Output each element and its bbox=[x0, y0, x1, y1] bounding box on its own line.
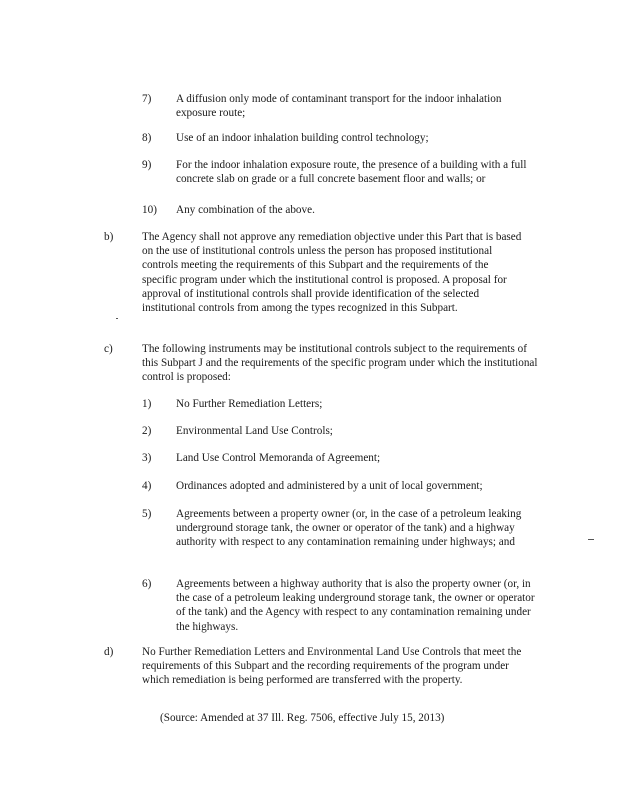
item-text: Ordinances adopted and administered by a unit of local government; bbox=[176, 480, 483, 492]
source-note: (Source: Amended at 37 Ill. Reg. 7506, effective July 15, 2013) bbox=[160, 712, 445, 724]
item-label: 10) bbox=[142, 204, 157, 216]
item-label: 6) bbox=[142, 578, 152, 590]
section-label: d) bbox=[104, 646, 114, 658]
item-label: 8) bbox=[142, 132, 152, 144]
item-label: 3) bbox=[142, 452, 152, 464]
item-label: 7) bbox=[142, 93, 152, 105]
scan-speck bbox=[116, 318, 118, 319]
item-text: Agreements between a highway authority that is also the property owner (or, in the case of a petroleum leaking underground storage tank, the owner or operator of the tank) and the Agency with respect to any contamination remaining under the highways. bbox=[176, 578, 535, 633]
item-text: No Further Remediation Letters; bbox=[176, 398, 323, 410]
item-text: A diffusion only mode of contaminant transport for the indoor inhalation exposure route; bbox=[176, 93, 502, 120]
item-label: 9) bbox=[142, 159, 152, 171]
scan-speck bbox=[588, 539, 594, 540]
item-text: Use of an indoor inhalation building control technology; bbox=[176, 132, 429, 144]
item-text: Land Use Control Memoranda of Agreement; bbox=[176, 452, 381, 464]
section-label: c) bbox=[104, 343, 113, 355]
item-label: 1) bbox=[142, 398, 152, 410]
section-label: b) bbox=[104, 231, 114, 243]
item-label: 2) bbox=[142, 425, 152, 437]
item-text: Environmental Land Use Controls; bbox=[176, 425, 333, 437]
section-text: The following instruments may be institutional controls subject to the requirements of this Subpart J and the requirements of the specific program under which the institutional control is proposed: bbox=[142, 343, 538, 384]
item-text: Any combination of the above. bbox=[176, 204, 315, 216]
section-text: No Further Remediation Letters and Environmental Land Use Controls that meet the requirements of this Subpart and the recording requirements of the program under which remediation is being performed are transferred with the property. bbox=[142, 646, 522, 687]
item-text: Agreements between a property owner (or, in the case of a petroleum leaking underground storage tank, the owner or operator of the tank) and a highway authority with respect to any contamination remaining under highways; and bbox=[176, 508, 522, 549]
item-label: 5) bbox=[142, 508, 152, 520]
item-label: 4) bbox=[142, 480, 152, 492]
section-text: The Agency shall not approve any remediation objective under this Part that is based on the use of institutional controls unless the person has proposed institutional controls meeting the requirements of this Subpart and the requirements of the specific program under which the institutional control is proposed. A proposal for approval of institutional controls shall provide identification of the selected institutional controls from among the types recognized in this Subpart. bbox=[142, 231, 522, 315]
item-text: For the indoor inhalation exposure route, the presence of a building with a full concrete slab on grade or a full concrete basement floor and walls; or bbox=[176, 159, 527, 186]
